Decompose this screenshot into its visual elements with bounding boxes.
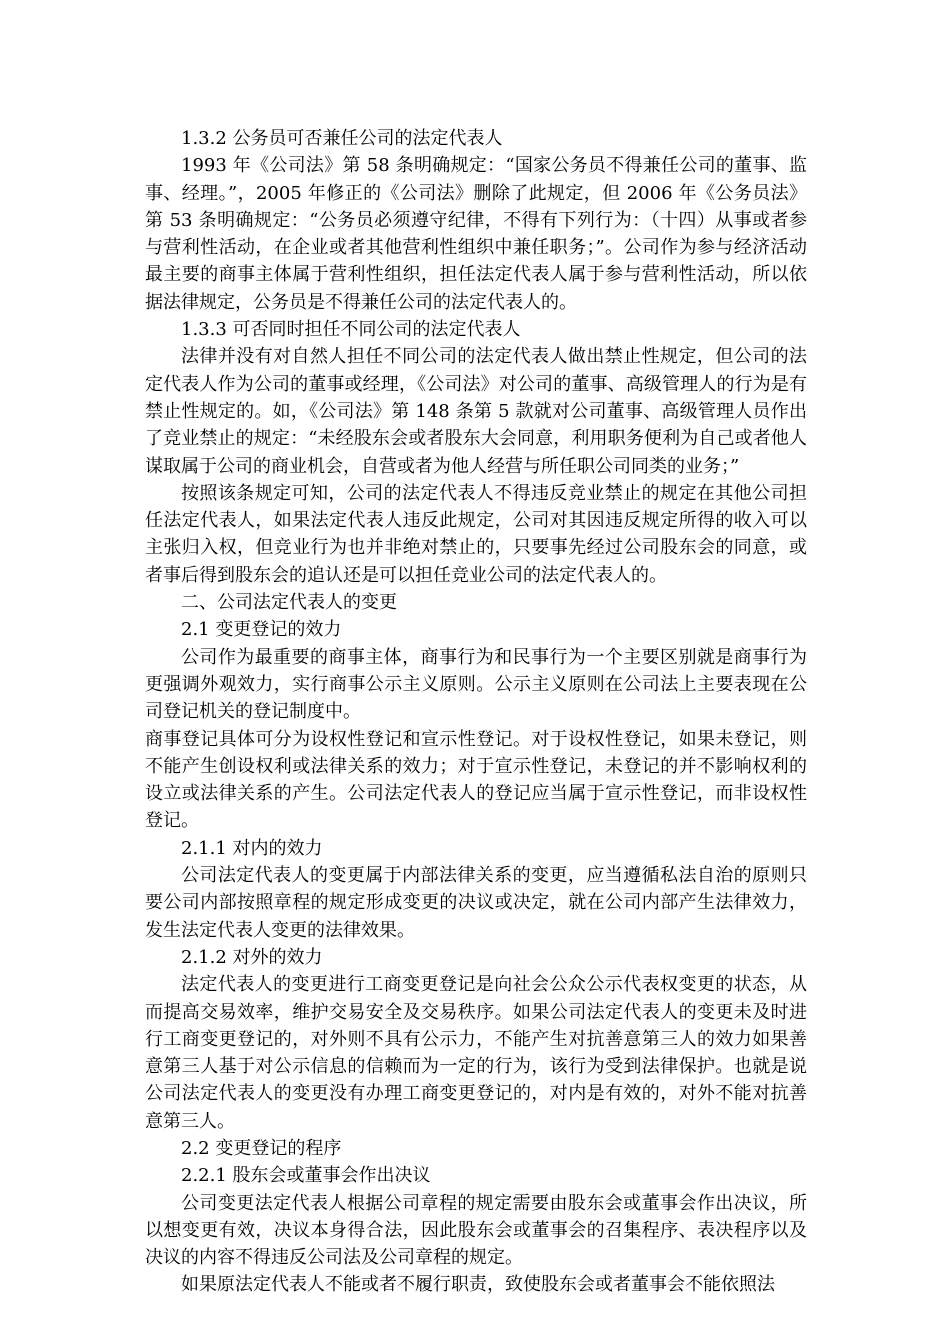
section-heading-2-2: 2.2 变更登记的程序 [181,1137,342,1159]
paragraph-resolution: 公司变更法定代表人根据公司章程的规定需要由股东会或董事会作出决议，所以想变更有效，决议本身得合法，因此股东会或董事会的召集程序、表决程序以及决议的内容不得违反公司法及公司章程的规定。 [145,1192,807,1269]
section-heading-1-3-3: 1.3.3 可否同时担任不同公司的法定代表人 [181,319,521,341]
paragraph-external-effect: 法定代表人的变更进行工商变更登记是向社会公众公示代表权变更的状态，从而提高交易效率，维护交易安全及交易秩序。如果公司法定代表人的变更未及时进行工商变更登记的，对外则不具有公示力，不能产生对抗善意第三人的效力如果善意第三人基于对公示信息的信赖而为一定的行为，该行为受到法律保护。也就是说公司法定代表人的变更没有办理工商变更登记的，对内是有效的，对外不能对抗善意第三人。 [145,974,807,1132]
paragraph-former-representative: 如果原法定代表人不能或者不履行职责，致使股东会或者董事会不能依照法 [181,1274,775,1296]
paragraph-internal-effect: 公司法定代表人的变更属于内部法律关系的变更，应当遵循私法自治的原则只要公司内部按照章程的规定形成变更的决议或决定，就在公司内部产生法律效力，发生法定代表人变更的法律效果。 [145,865,807,941]
paragraph-registration-types: 商事登记具体可分为设权性登记和宣示性登记。对于设权性登记，如果未登记，则不能产生创设权利或法律关系的效力；对于宣示性登记，未登记的并不影响权利的设立或法律关系的产生。公司法定代表人的登记应当属于宣示性登记，而非设权性登记。 [145,728,807,832]
section-heading-2-1-2: 2.1.2 对外的效力 [181,946,323,968]
chapter-heading-2: 二、公司法定代表人的变更 [181,592,397,614]
paragraph-publicity-principle: 公司作为最重要的商事主体，商事行为和民事行为一个主要区别就是商事行为更强调外观效力，实行商事公示主义原则。公示主义原则在公司法上主要表现在公司登记机关的登记制度中。 [145,646,807,723]
section-heading-2-1: 2.1 变更登记的效力 [181,619,342,641]
paragraph-non-compete: 按照该条规定可知，公司的法定代表人不得违反竞业禁止的规定在其他公司担任法定代表人，如果法定代表人违反此规定，公司对其因违反规定所得的收入可以主张归入权，但竞业行为也并非绝对禁止的，只要事先经过公司股东会的同意，或者事后得到股东会的追认还是可以担任竞业公司的法定代表人的。 [145,482,807,586]
document-page [145,125,807,1299]
section-heading-2-2-1: 2.2.1 股东会或董事会作出决议 [181,1165,431,1187]
section-heading-2-1-1: 2.1.1 对内的效力 [181,837,323,859]
paragraph-civil-servant: 1993 年《公司法》第 58 条明确规定：“国家公务员不得兼任公司的董事、监事、经理。”，2005 年修正的《公司法》删除了此规定，但 2006 年《公务员法》第 53 条明确规定：“公务员必须遵守纪律，不得有下列行为：（十四）从事或者参与营利性活动，在企业或者其他营利性组织中兼任职务；”。公司作为参与经济活动最主要的商事主体属于营利性组织，担任法定代表人属于参与营利性活动，所以依据法律规定，公务员是不得兼任公司的法定代表人的。 [145,155,807,313]
paragraph-multiple-companies: 法律并没有对自然人担任不同公司的法定代表人做出禁止性规定，但公司的法定代表人作为公司的董事或经理，《公司法》对公司的董事、高级管理人的行为是有禁止性规定的。如，《公司法》第 148 条第 5 款就对公司董事、高级管理人员作出了竞业禁止的规定：“未经股东会或者股东大会同意，利用职务便利为自己或者他人谋取属于公司的商业机会，自营或者为他人经营与所任职公司同类的业务；” [145,346,807,477]
section-heading-1-3-2: 1.3.2 公务员可否兼任公司的法定代表人 [181,128,503,149]
